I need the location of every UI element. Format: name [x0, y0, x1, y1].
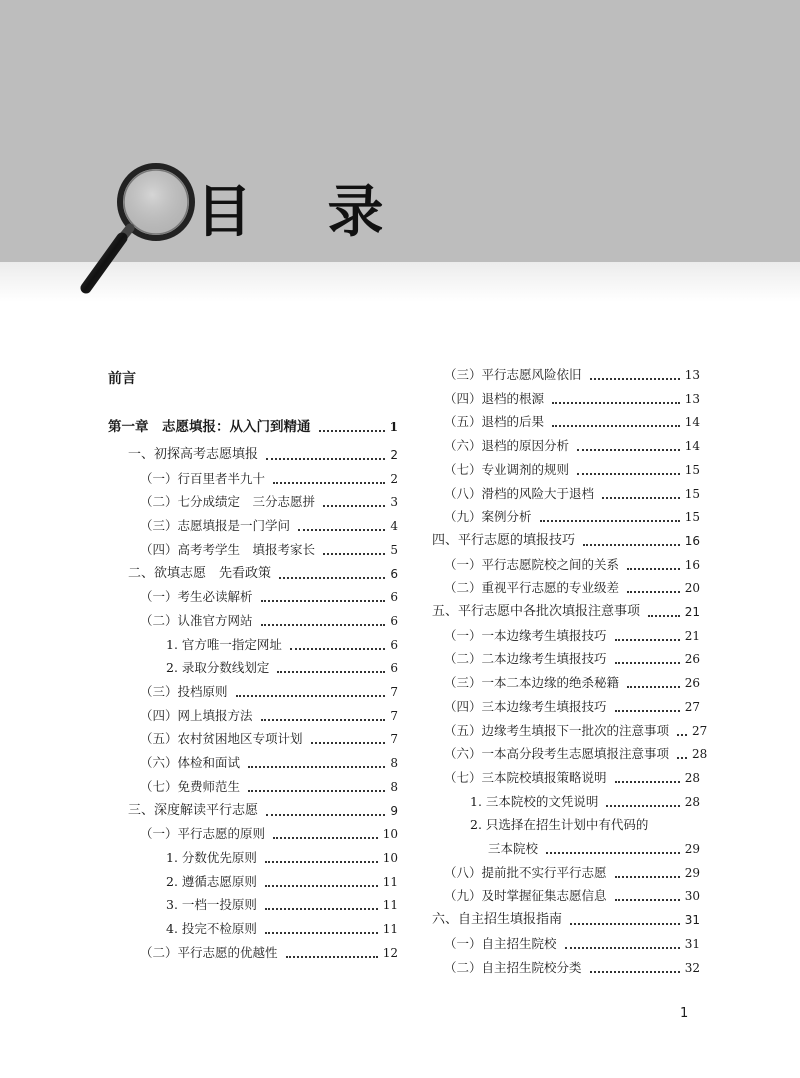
dot-leader: [261, 600, 386, 602]
toc-entry-page: 16: [684, 557, 700, 572]
toc-entry-title: （五）边缘考生填报下一批次的注意事项: [444, 722, 670, 738]
dot-leader: [577, 449, 680, 451]
toc-entry-page: 30: [684, 889, 700, 904]
toc-entry: [108, 368, 398, 390]
dot-leader: [266, 458, 385, 460]
toc-entry-title: （二）二本边缘考生填报技巧: [444, 651, 607, 667]
toc-entry-title: 2. 只选择在招生计划中有代码的: [470, 817, 649, 833]
toc-entry: [444, 483, 700, 505]
toc-entry-title: （四）网上填报方法: [140, 707, 253, 723]
toc-entry-page: 2: [390, 448, 398, 462]
dot-leader: [248, 790, 385, 792]
toc-entry: [166, 847, 398, 869]
toc-entry-page: 20: [684, 581, 700, 596]
toc-entry-title: （一）平行志愿院校之间的关系: [444, 556, 620, 572]
dot-leader: [323, 553, 385, 555]
dot-leader: [286, 956, 378, 958]
toc-entry: [444, 743, 708, 765]
dot-leader: [546, 852, 680, 854]
magnifying-glass-icon: [70, 160, 210, 300]
toc-entry-title: 4. 投完不检原则: [166, 921, 257, 936]
toc-entry-title: （七）三本院校填报策略说明: [444, 769, 607, 785]
toc-entry-page: 6: [390, 613, 398, 628]
toc-entry-page: 7: [390, 685, 398, 699]
toc-entry: [432, 909, 700, 931]
toc-entry-page: 8: [390, 756, 398, 771]
toc-entry-page: 6: [390, 590, 398, 605]
toc-entry-title: （二）平行志愿的优越性: [140, 944, 278, 960]
toc-entry-title: 2. 遵循志愿原则: [166, 873, 257, 889]
toc-entry: [140, 942, 398, 964]
toc-entry: [444, 862, 700, 884]
toc-entry-page: 11: [382, 922, 398, 936]
toc-entry: [108, 416, 398, 438]
toc-entry-page: 13: [684, 368, 700, 382]
toc-entry-page: 31: [684, 913, 700, 928]
toc-entry-page: 6: [390, 661, 398, 676]
toc-entry-title: （一）自主招生院校: [444, 935, 557, 951]
dot-leader: [311, 742, 386, 744]
page-number: 1: [680, 1006, 689, 1021]
toc-entry-title: 1. 分数优先原则: [166, 849, 257, 865]
dot-leader: [323, 505, 385, 507]
dot-leader: [298, 529, 385, 531]
dot-leader: [266, 814, 385, 816]
toc-entry-page: 26: [684, 676, 700, 691]
toc-entry-page: 21: [684, 628, 700, 643]
toc-entry-title: 四、平行志愿的填报技巧: [432, 532, 576, 548]
toc-entry: [470, 791, 700, 813]
toc-entry-page: 9: [390, 803, 398, 818]
toc-entry-page: 26: [684, 652, 700, 667]
dot-leader: [265, 932, 378, 934]
toc-entry: [444, 767, 700, 789]
dot-leader: [265, 885, 378, 887]
toc-entry: [444, 672, 700, 694]
toc-entry-title: （六）一本高分段考生志愿填报注意事项: [444, 746, 670, 762]
toc-entry-title: （八）滑档的风险大于退档: [444, 485, 595, 501]
dot-leader: [279, 577, 385, 579]
toc-entry: [140, 823, 398, 845]
dot-leader: [248, 766, 385, 768]
dot-leader: [583, 544, 680, 546]
toc-entry-title: （七）专业调剂的规则: [444, 461, 570, 477]
toc-entry-title: 3. 一档一投原则: [166, 897, 257, 913]
toc-entry-title: （一）考生必读解析: [140, 589, 253, 605]
toc-entry-title: 五、平行志愿中各批次填报注意事项: [432, 604, 641, 619]
toc-entry: [444, 625, 700, 647]
toc-entry-page: 32: [684, 960, 700, 975]
dot-leader: [602, 497, 680, 499]
dot-leader: [261, 624, 386, 626]
toc-entry: [128, 563, 398, 585]
toc-entry-page: 13: [684, 391, 700, 406]
toc-entry-title: （一）一本边缘考生填报技巧: [444, 627, 607, 643]
toc-entry-page: 31: [684, 936, 700, 951]
toc-entry: [444, 435, 700, 457]
dot-leader: [552, 402, 680, 404]
toc-entry-title: （二）重视平行志愿的专业级差: [444, 580, 620, 596]
dot-leader: [570, 923, 680, 925]
toc-entry-page: 28: [684, 770, 700, 785]
dot-leader: [265, 861, 378, 863]
toc-entry-title: （一）行百里者半九十: [140, 470, 266, 486]
toc-entry-page: 11: [382, 874, 398, 889]
toc-entry-title: （二）认准官方网站: [140, 612, 253, 628]
dot-leader: [615, 876, 680, 878]
toc-entry: [444, 696, 700, 718]
toc-entry-page: 29: [684, 865, 700, 880]
toc-entry-page: 16: [684, 533, 700, 548]
toc-entry-title: （三）志愿填报是一门学问: [140, 518, 291, 534]
toc-entry-title: （一）平行志愿的原则: [140, 826, 266, 842]
dot-leader: [615, 662, 680, 664]
toc-entry-title: （九）及时掌握征集志愿信息: [444, 888, 607, 904]
dot-leader: [606, 805, 679, 807]
toc-entry: [128, 444, 398, 466]
toc-entry-page: 7: [390, 732, 398, 747]
dot-leader: [590, 378, 680, 380]
toc-entry: [166, 918, 398, 940]
toc-entry-page: 14: [684, 415, 700, 430]
toc-entry-page: 29: [684, 842, 700, 856]
dot-leader: [273, 482, 385, 484]
toc-entry: [140, 752, 398, 774]
toc-entry-title: （三）一本二本边缘的绝杀秘籍: [444, 675, 620, 691]
toc-entry-title: 六、自主招生填报指南: [432, 912, 563, 928]
toc-entry-page: 27: [684, 699, 700, 714]
toc-entry-page: 12: [382, 945, 398, 960]
toc-entry: [140, 610, 398, 632]
toc-entry: [432, 530, 700, 552]
toc-entry: [140, 539, 398, 561]
toc-entry: [140, 491, 398, 513]
toc-entry-title: 1. 官方唯一指定网址: [166, 636, 282, 652]
dot-leader: [540, 520, 680, 522]
toc-entry: [444, 957, 700, 979]
toc-entry: [444, 364, 700, 386]
toc-entry: [140, 728, 398, 750]
toc-entry: [432, 601, 700, 623]
toc-entry: [444, 554, 700, 576]
toc-entry-page: 27: [692, 723, 708, 738]
toc-entry-page: 10: [382, 850, 398, 865]
toc-entry-title: （九）案例分析: [444, 509, 532, 525]
toc-entry: [444, 388, 700, 410]
dot-leader: [648, 615, 680, 617]
toc-entry: [140, 515, 398, 537]
toc-entry-page: 7: [390, 708, 398, 723]
dot-leader: [261, 719, 386, 721]
dot-leader: [552, 425, 680, 427]
dot-leader: [615, 639, 680, 641]
dot-leader: [273, 837, 378, 839]
toc-entry: [444, 933, 700, 955]
toc-entry-page: 15: [684, 486, 700, 501]
dot-leader: [277, 671, 385, 673]
toc-entry-title: （五）农村贫困地区专项计划: [140, 731, 303, 747]
toc-entry-page: 21: [684, 605, 700, 619]
toc-entry-title: （二）自主招生院校分类: [444, 959, 582, 975]
toc-entry-page: 11: [382, 898, 398, 913]
dot-leader: [615, 781, 680, 783]
dot-leader: [627, 568, 680, 570]
dot-leader: [290, 648, 385, 650]
toc-entry-page: 28: [684, 794, 700, 809]
toc-entry-title: 三本院校: [488, 841, 539, 856]
toc-entry-page: 4: [390, 519, 398, 534]
toc-entry-title: （三）投档原则: [140, 684, 228, 699]
toc-entry-page: 15: [684, 462, 700, 477]
dot-leader: [627, 686, 680, 688]
toc-entry: [444, 648, 700, 670]
dot-leader: [565, 947, 680, 949]
toc-entry: [444, 506, 700, 528]
toc-entry: [140, 468, 398, 490]
dot-leader: [577, 473, 680, 475]
toc-entry: [444, 459, 700, 481]
toc-entry: [444, 577, 700, 599]
toc-entry: [488, 838, 700, 860]
dot-leader: [677, 757, 687, 759]
toc-entry: [140, 705, 398, 727]
toc-entry-title: 第一章 志愿填报：从入门到精通: [108, 419, 311, 435]
dot-leader: [319, 430, 385, 432]
dot-leader: [590, 971, 680, 973]
toc-entry: [140, 776, 398, 798]
toc-entry-title: （四）三本边缘考生填报技巧: [444, 698, 607, 714]
toc-entry-title: 三、深度解读平行志愿: [128, 802, 259, 818]
page-title: 目 录: [196, 179, 412, 245]
toc-entry-page: 28: [692, 747, 708, 762]
toc-entry-page: 8: [390, 779, 398, 794]
toc-entry-title: （六）退档的原因分析: [444, 438, 570, 454]
toc-entry: [140, 586, 398, 608]
dot-leader: [615, 710, 680, 712]
toc-entry-page: 6: [390, 566, 398, 581]
dot-leader: [615, 899, 680, 901]
toc-entry-title: （二）七分成绩定 三分志愿拼: [140, 494, 316, 510]
toc-entry: [444, 885, 700, 907]
toc-entry-title: 二、欲填志愿 先看政策: [128, 565, 272, 581]
toc-entry: [166, 871, 398, 893]
toc-entry-title: （七）免费师范生: [140, 778, 241, 794]
toc-entry-title: （六）体检和面试: [140, 755, 241, 771]
toc-entry-title: 1. 三本院校的文凭说明: [470, 793, 599, 809]
toc-entry: [166, 894, 398, 916]
toc-entry-page: 5: [390, 542, 398, 557]
toc-entry: [128, 800, 398, 822]
toc-entry-title: （四）高考考学生 填报考家长: [140, 541, 316, 557]
toc-entry: [444, 720, 708, 742]
toc-entry-title: （五）退档的后果: [444, 414, 545, 430]
toc-entry: [166, 657, 398, 679]
toc-entry-title: （四）退档的根源: [444, 390, 545, 406]
toc-entry: [140, 681, 398, 703]
toc-entry-title: （八）提前批不实行平行志愿: [444, 864, 607, 880]
toc-entry-page: 15: [684, 510, 700, 525]
dot-leader: [236, 695, 386, 697]
dot-leader: [627, 591, 680, 593]
toc-entry: [470, 814, 700, 836]
toc-entry-title: 前言: [108, 371, 136, 387]
toc-entry-page: 10: [382, 827, 398, 842]
toc-entry-title: 一、初探高考志愿填报: [128, 447, 259, 462]
toc-entry-page: 1: [389, 420, 398, 434]
toc-entry-page: 14: [684, 439, 700, 454]
toc-entry: [444, 411, 700, 433]
toc-entry-page: 6: [390, 637, 398, 652]
toc-entry-page: 2: [390, 471, 398, 486]
toc-entry: [166, 634, 398, 656]
dot-leader: [677, 734, 687, 736]
toc-entry-title: 2. 录取分数线划定: [166, 660, 270, 676]
toc-entry-page: 3: [390, 495, 398, 510]
dot-leader: [265, 908, 378, 910]
toc-entry-title: （三）平行志愿风险依旧: [444, 367, 582, 382]
